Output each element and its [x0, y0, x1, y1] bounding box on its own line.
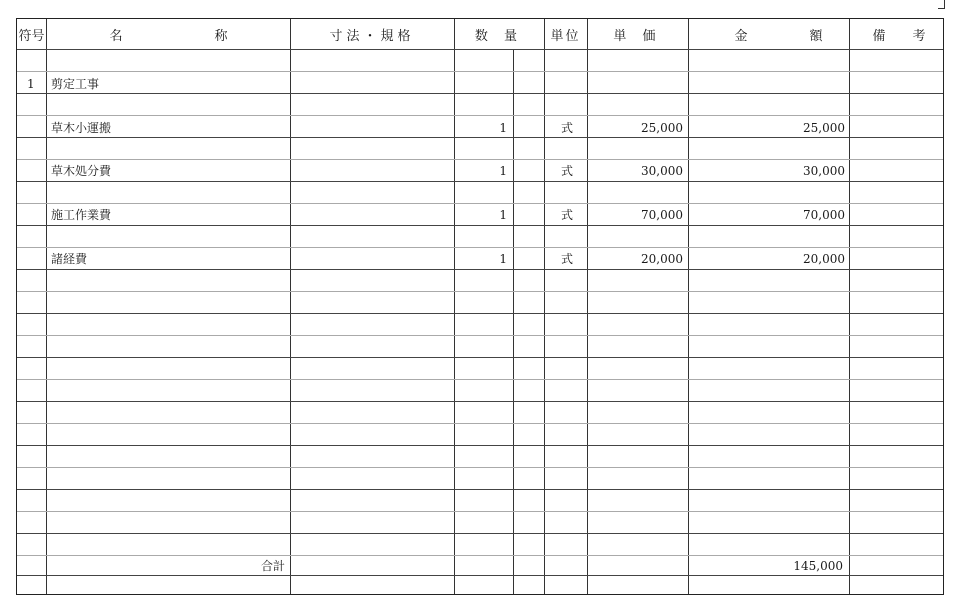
section-name: 剪定工事 [51, 77, 100, 91]
item-qty: 1 [499, 252, 507, 266]
row-line [17, 555, 943, 556]
row-line [17, 203, 943, 204]
header-remarks-right: 考 [912, 28, 928, 44]
item-unit-price: 20,000 [641, 252, 683, 266]
header-unit-price: 単 価 [613, 28, 662, 44]
row-line [17, 269, 943, 270]
item-unit: 式 [561, 164, 574, 178]
estimate-sheet [16, 18, 944, 595]
row-line [17, 445, 943, 446]
row-line [17, 423, 943, 424]
row-line [17, 93, 943, 94]
total-amount: 145,000 [793, 559, 843, 573]
row-line [17, 247, 943, 248]
col-line-qty [544, 19, 545, 594]
item-name: 諸経費 [51, 252, 88, 266]
item-unit: 式 [561, 121, 574, 135]
item-unit: 式 [561, 252, 574, 266]
item-name: 草木処分費 [51, 164, 112, 178]
item-qty: 1 [499, 164, 507, 178]
item-unit-price: 25,000 [641, 121, 683, 135]
row-line [17, 401, 943, 402]
header-name-left: 名 [109, 28, 125, 44]
item-unit-price: 30,000 [641, 164, 683, 178]
section-code: 1 [27, 77, 35, 91]
row-line [17, 181, 943, 182]
row-line [17, 115, 943, 116]
row-line [17, 313, 943, 314]
item-qty: 1 [499, 121, 507, 135]
row-line [17, 467, 943, 468]
row-line [17, 335, 943, 336]
header-amount-left: 金 [734, 28, 750, 44]
item-amount: 20,000 [803, 252, 845, 266]
row-line [17, 489, 943, 490]
row-line [17, 159, 943, 160]
corner-mark [938, 0, 945, 9]
row-line [17, 533, 943, 534]
header-divider [17, 49, 943, 50]
header-code: 符号 [18, 28, 45, 44]
header-unit: 単位 [550, 28, 581, 44]
col-line-spec [454, 19, 455, 594]
header-qty: 数 量 [474, 28, 524, 44]
col-line-code [46, 19, 47, 594]
header-name-right: 称 [214, 28, 230, 44]
header-spec: 寸法・規格 [329, 28, 415, 44]
row-line [17, 291, 943, 292]
row-line [17, 137, 943, 138]
row-line [17, 511, 943, 512]
item-name: 草木小運搬 [51, 121, 112, 135]
item-name: 施工作業費 [51, 208, 112, 222]
item-qty: 1 [499, 208, 507, 222]
col-line-qty-sub [513, 49, 514, 594]
col-line-amount [849, 19, 850, 594]
col-line-unit-price [688, 19, 689, 594]
header-amount-right: 額 [809, 28, 825, 44]
item-amount: 70,000 [803, 208, 845, 222]
col-line-unit [587, 19, 588, 594]
col-line-name [290, 19, 291, 594]
item-unit: 式 [561, 208, 574, 222]
item-amount: 30,000 [803, 164, 845, 178]
header-remarks-left: 備 [872, 28, 888, 44]
row-line [17, 379, 943, 380]
item-amount: 25,000 [803, 121, 845, 135]
total-label: 合計 [260, 559, 285, 573]
row-line [17, 225, 943, 226]
row-line [17, 71, 943, 72]
item-unit-price: 70,000 [641, 208, 683, 222]
row-line [17, 575, 943, 576]
row-line [17, 357, 943, 358]
